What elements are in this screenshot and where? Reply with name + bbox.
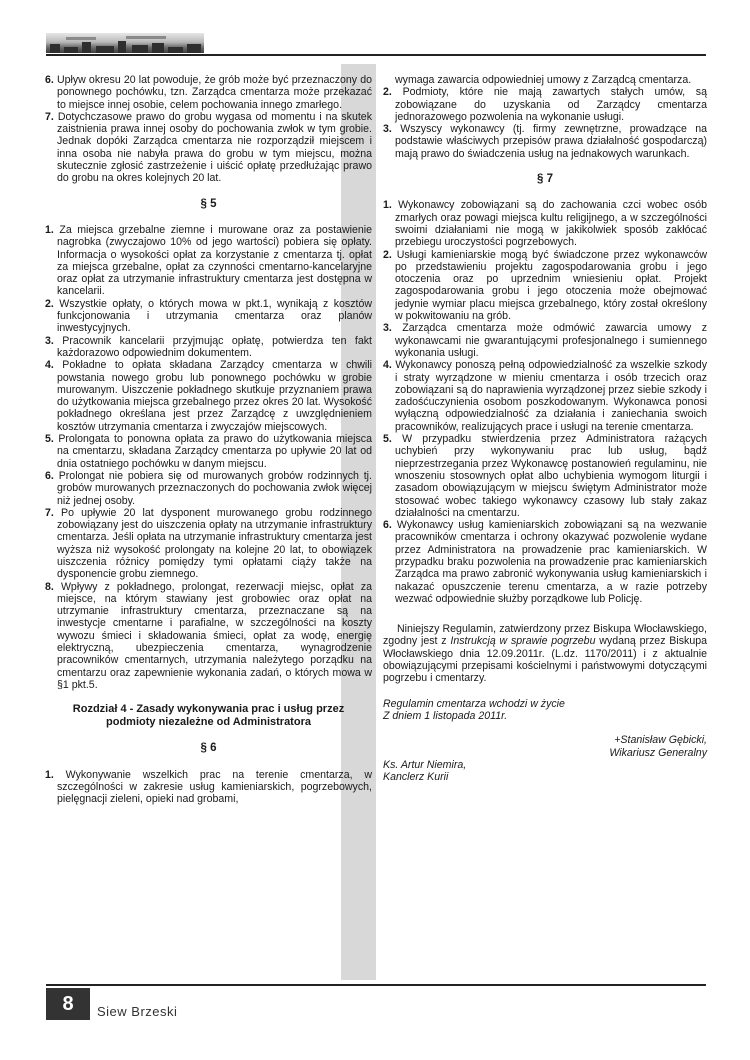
numbered-item <box>383 519 707 605</box>
chapter-title-line-1: Rozdział 4 - Zasady wykonywania prac i usług przez <box>72 703 345 716</box>
numbered-item <box>45 335 372 360</box>
right-list-b <box>383 199 707 605</box>
right-column <box>383 74 707 783</box>
item-text: Prolongat nie pobiera się od murowanych grobów rodzinnych tj. grobów murowanych przeznaczonych do pochowania zwłok więcej niż jednej osoby. <box>57 469 372 507</box>
town-panorama-image <box>46 33 204 53</box>
item-number: 1. <box>45 223 54 236</box>
numbered-item <box>383 199 707 248</box>
numbered-item <box>383 322 707 359</box>
numbered-item <box>383 123 707 160</box>
effective-date-line-2: Z dniem 1 listopada 2011r. <box>383 709 508 722</box>
item-text: Upływ okresu 20 lat powoduje, że grób może być przeznaczony do ponownego pochówku, tzn. Zarządca cmentarza może przekazać to miejsce innej osobie, celem pochowania innego zmarłego. <box>56 74 372 111</box>
header-rule <box>46 54 706 56</box>
numbered-item <box>383 249 707 323</box>
signature-1-name: +Stanisław Gębicki, <box>614 734 707 747</box>
numbered-item <box>383 433 707 519</box>
numbered-item <box>45 507 372 581</box>
item-text: Usługi kamieniarskie mogą być świadczone przez wykonawców po przedstawieniu projektu zagospodarowania grobu i jego otoczenia oraz po uprzednim wniesieniu opłat. Projekt zagospodarowania grobu i jego otoczenia może obejmować jedynie wymiar placu miejsca grzebalnego, który został określony w pokwitowaniu na grób. <box>395 248 707 323</box>
item-text: W przypadku stwierdzenia przez Administratora rażących uchybień przy wykonywaniu prac lub usług, bądź nieprzestrzegania przez Wykonawcę postanowień regulaminu, nie wnoszeniu stosownych opłat albo uchybienia wymogom liturgii i zasadom obowiązującym w miejscu świętym Administrator może stosować wobec takiego wykonawcy czasowy lub stały zakaz działalności na cmentarzu. <box>395 433 707 519</box>
footer-rule <box>46 984 706 986</box>
magazine-title: Siew Brzeski <box>97 1004 178 1019</box>
item-number: 5. <box>383 433 392 446</box>
item-number: 2. <box>383 86 392 99</box>
numbered-item <box>383 86 707 123</box>
item-number: 7. <box>45 506 54 519</box>
item-text: Wykonywanie wszelkich prac na terenie cmentarza, w szczególności w zakresie usług kamieniarskich, pogrzebowych, pielęgnacji zieleni, opieki nad grobami, <box>57 768 372 806</box>
item-text: Pracownik kancelarii przyjmując opłatę, potwierdza ten fakt każdorazowo odpowiednim dokumentem. <box>57 334 372 359</box>
item-text: Podmioty, które nie mają zawartych stałych umów, są zobowiązane do uzyskania od Zarządcy cmentarza jednorazowego pozwolenia na wykonanie usługi. <box>395 86 707 123</box>
section-heading-7: § 7 <box>537 173 553 186</box>
effective-date-line-1: Regulamin cmentarza wchodzi w życie <box>383 697 565 710</box>
numbered-item <box>45 111 372 185</box>
numbered-item <box>45 74 372 111</box>
left-column <box>45 74 372 805</box>
item-number: 6. <box>383 519 392 532</box>
numbered-item <box>45 359 372 433</box>
item-number: 4. <box>45 359 54 372</box>
item-text: Zarządca cmentarza może odmówić zawarcia umowy z wykonawcami nie gwarantującymi profesjonalnego i sumiennego wykonania usługi. <box>395 322 707 359</box>
numbered-item <box>45 433 372 470</box>
chapter-heading-4 <box>45 703 372 729</box>
item-number: 3. <box>383 123 392 136</box>
item-number: 3. <box>45 334 54 347</box>
closing-text-italic: Instrukcją w sprawie pogrzebu <box>450 635 596 648</box>
item-number: 1. <box>383 199 392 212</box>
closing-text-a: Niniejszy Regulamin, zatwierdzony przez Biskupa Włocławskiego, zgodny jest z <box>383 623 707 648</box>
signature-1-title: Wikariusz Generalny <box>609 746 707 759</box>
item-number: 6. <box>45 469 54 482</box>
page-number: 8 <box>46 988 90 1020</box>
item-number: 1. <box>45 768 54 781</box>
item-text: Wszyscy wykonawcy (tj. firmy zewnętrzne, prowadzące na podstawie właściwych przepisów prawa działalność gospodarczą) mają prawo do świadczenia usług na jednakowych warunkach. <box>395 123 707 160</box>
item-number: 8. <box>45 580 54 593</box>
signature-2-name: Ks. Artur Niemira, <box>383 758 467 771</box>
item-number: 6. <box>45 74 54 86</box>
item-number: 2. <box>383 248 392 261</box>
item-number: 5. <box>45 433 54 446</box>
left-list-b <box>45 224 372 691</box>
right-list-a <box>383 86 707 160</box>
numbered-item <box>45 470 372 507</box>
item-text: Wszystkie opłaty, o których mowa w pkt.1, wynikają z kosztów funkcjonowania i utrzymania cmentarza oraz planów inwestycyjnych. <box>57 297 372 335</box>
item-text: Pokładne to opłata składana Zarządcy cmentarza w chwili powstania nowego grobu lub ponownego pochówku w grobie murowanym. Uiszczenie pokładnego skutkuje przyznaniem prawa do użytkowania miejsca grzebalnego przez okres 20 lat. Wysokość pokładnego określana jest przez Zarządcę z uwzględnieniem kosztów utrzymania cmentarza i zwyczajów miejscowych. <box>57 359 372 433</box>
closing-text-b: wydaną przez Biskupa Włocławskiego dnia 12.09.2011r. (L.dz. 1170/2011) i z aktualnie obowiązującymi przepisami kościelnymi i państwowymi dotyczącymi pogrzebu i cmentarzy. <box>383 635 707 685</box>
item-text: Wpływy z pokładnego, prolongat, rezerwacji miejsc, opłat za miejsce, na którym stawiany jest grobowiec oraz opłat na utrzymanie infrastruktury cmentarza, przeznaczane są na inwestycje cmentarne i parafialne, w szczególności na koszty wywozu śmieci i składowania śmieci, opłat za wodę, energię elektryczną, ubezpieczenia cmentarza, wynagrodzenie pracowników cmentarnych, utrzymania należytego porządku na cmentarzu oraz zapewnienie wykonania zadań, o których mowa w §1 pkt.5. <box>57 580 372 691</box>
closing-paragraph <box>383 623 707 684</box>
item-number: 7. <box>45 110 54 123</box>
numbered-item <box>383 359 707 433</box>
numbered-item <box>45 769 372 806</box>
numbered-item <box>45 224 372 298</box>
item-number: 3. <box>383 322 392 335</box>
item-text: Prolongata to ponowna opłata za prawo do użytkowania miejsca na cmentarzu, składana Zarządcy cmentarza po upływie 20 lat od dnia ostatniego pochówku w danym miejscu. <box>57 433 372 470</box>
item-text: Wykonawcy zobowiązani są do zachowania czci wobec osób zmarłych oraz powagi miejsca kultu religijnego, a w szczególności swoimi działaniami nie mogą w jakikolwiek sposób zakłócać przebiegu uroczystości pogrzebowych. <box>395 199 707 249</box>
item-text: Wykonawcy ponoszą pełną odpowiedzialność za wszelkie szkody i straty wyrządzone w mieniu cmentarza i osób trzecich oraz zobowiązani są do naprawienia wyrządzonej przez siebie szkody i zadośćuczynienia osobom poszkodowanym. Wykonawca ponosi wyłączną odpowiedzialność za działania i zaniechania swoich pracowników, realizujących prace i usługi na terenie cmentarza. <box>395 359 707 433</box>
continued-text: wymaga zawarcia odpowiedniej umowy z Zarządcą cmentarza. <box>395 74 692 86</box>
section-heading-6: § 6 <box>200 742 217 755</box>
left-list-a <box>45 74 372 185</box>
item-text: Dotychczasowe prawo do grobu wygasa od momentu i na skutek zaistnienia prawa innej osoby do pochowania zwłok w tym grobie. Jednak dopóki Zarządca cmentarza nie rozporządził miejscem i inna osoba nie nabyła prawa do grobu w tym miejscu, można skutecznie zgłosić zastrzeżenie i uiścić opłatę przedłużając prawo do grobu na okres kolejnych 20 lat. <box>57 110 372 185</box>
numbered-item <box>45 581 372 692</box>
item-text: Za miejsca grzebalne ziemne i murowane oraz za postawienie nagrobka (zwyczajowo 10% od jego wartości) pobiera się opłaty. Informacja o wysokości opłat za korzystanie z cmentarza tj. opłat za miejsca grzebalne, opłat za czynności cmentarno-kancelaryjne oraz opłat za utrzymanie infrastruktury cmentarza jest dostępna w kancelarii. <box>57 223 372 298</box>
item-number: 2. <box>45 297 54 310</box>
chapter-title-line-2: podmioty niezależne od Administratora <box>106 716 311 729</box>
item-text: Wykonawcy usług kamieniarskich zobowiązani są na wezwanie pracowników cmentarza i ochrony okazywać pozwolenie wydane przez Administratora na prowadzenie prac kamieniarskich. W przypadku braku pozwolenia na prowadzenie prac kamieniarskich Zarządca ma prawo zabronić wykonywania usług kamieniarskich i nakazać opuszczenie terenu cmentarza, a w razie potrzeby wezwać odpowiednie służby porządkowe lub Policję. <box>395 519 707 605</box>
item-text: Po upływie 20 lat dysponent murowanego grobu rodzinnego zobowiązany jest do uiszczenia opłaty na utrzymanie infrastruktury cmentarza. Jeśli opłata na utrzymanie infrastruktury cmentarza jest wyższa niż wysokość prolongaty na kolejne 20 lat, to obowiązek uiszczenia różnicy pomiędzy tymi opłatami ciąży także na dysponencie grobu ziemnego. <box>57 506 372 581</box>
item-number: 4. <box>383 359 392 372</box>
section-heading-5: § 5 <box>200 197 217 210</box>
numbered-item <box>45 298 372 335</box>
left-list-c <box>45 769 372 806</box>
signature-2-title: Kanclerz Kurii <box>383 771 449 784</box>
